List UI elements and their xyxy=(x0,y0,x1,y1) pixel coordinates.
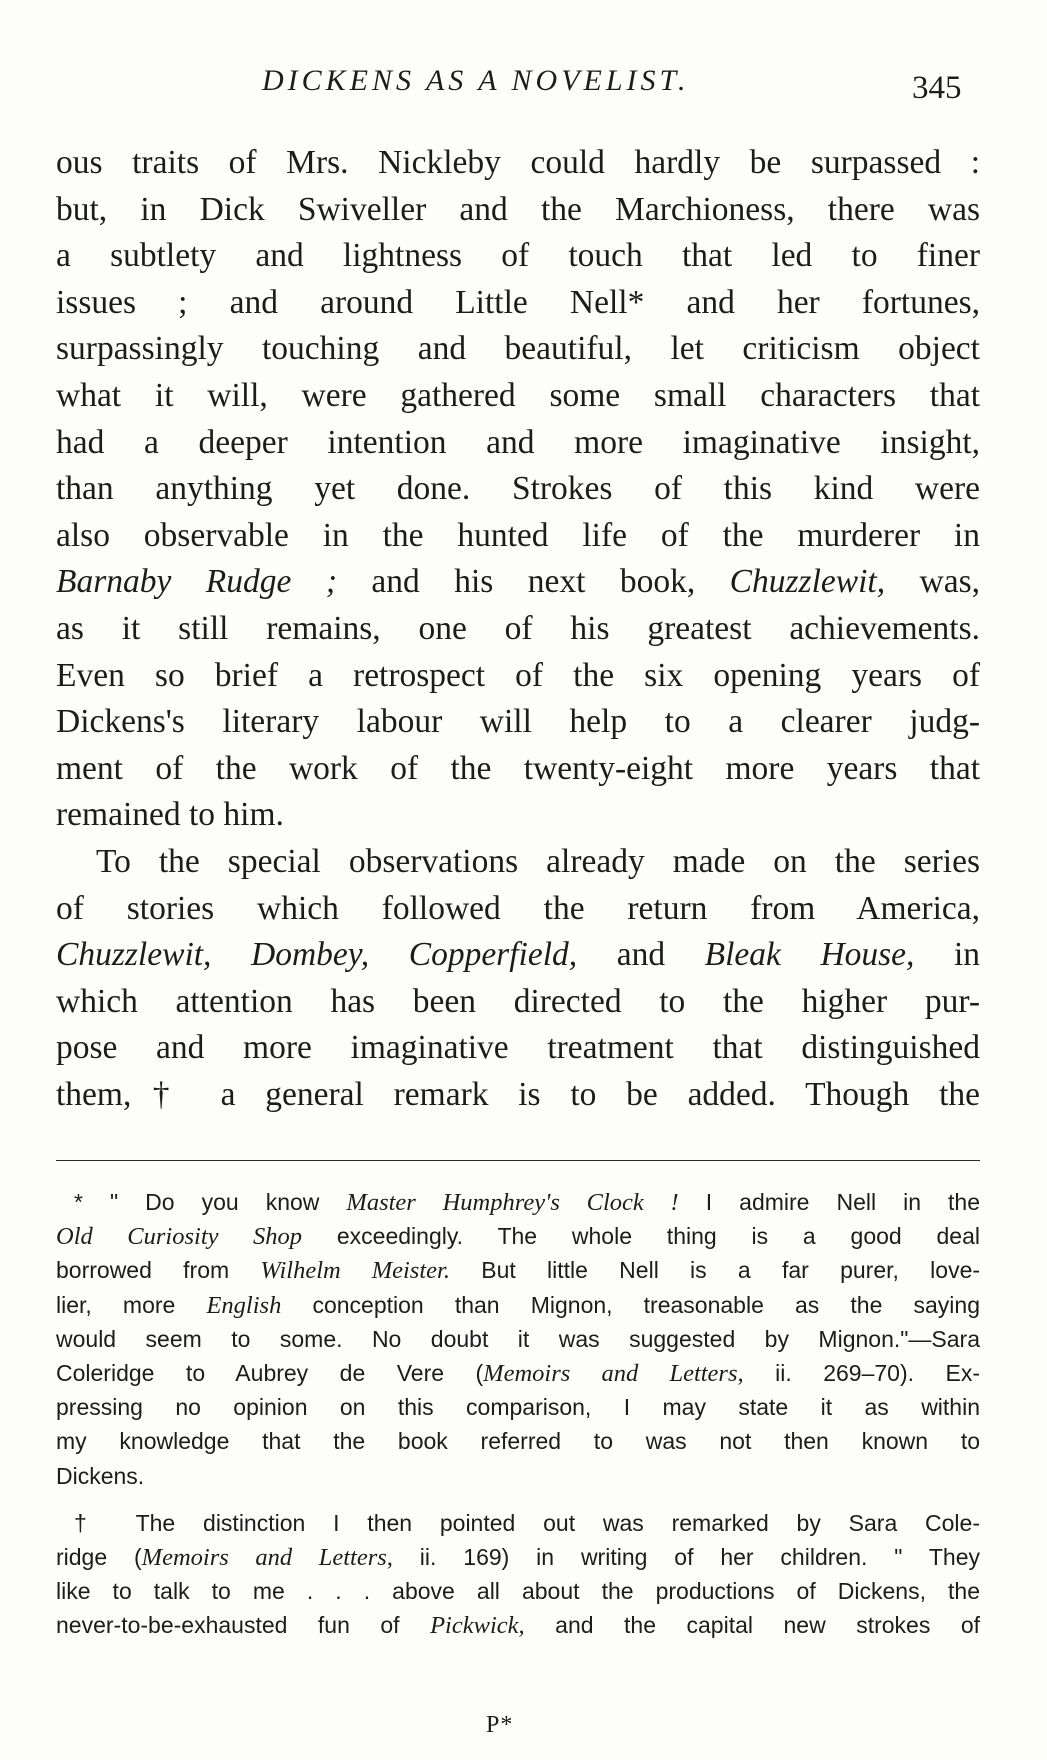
body-line: of stories which followed the return from America, xyxy=(56,889,980,927)
footnote-line: pressing no opinion on this comparison, I may state it as within xyxy=(56,1394,980,1421)
body-line: Dickens's literary labour will help to a clearer judg- xyxy=(56,703,980,741)
signature-mark: P* xyxy=(486,1712,514,1738)
book-title: Copperfield, xyxy=(408,936,578,974)
body-line: issues ; and around Little Nell* and her fortunes, xyxy=(56,283,980,321)
footnote-line: Coleridge to Aubrey de Vere (Memoirs and Letters, ii. 269–70). Ex- xyxy=(56,1359,980,1387)
body-line: pose and more imaginative treatment that distinguished xyxy=(56,1029,980,1067)
body-line: To the special observations already made on the series xyxy=(96,842,980,880)
body-line: as it still remains, one of his greatest achievements. xyxy=(56,609,980,647)
body-line: Chuzzlewit, Dombey, Copperfield, and Bleak House, in xyxy=(56,936,981,974)
body-line: remained to him. xyxy=(56,796,284,834)
body-line: also observable in the hunted life of the murderer in xyxy=(56,516,980,554)
book-title: Bleak House, xyxy=(704,936,915,974)
page-number: 345 xyxy=(912,70,962,106)
footnote-line: like to talk to me . . . above all about the productions of Dickens, the xyxy=(56,1578,980,1605)
body-line: surpassingly touching and beautiful, let criticism object xyxy=(56,330,980,368)
book-title: Barnaby Rudge ; xyxy=(56,563,337,601)
book-title: Chuzzlewit, xyxy=(56,936,212,974)
running-title: DICKENS AS A NOVELIST. xyxy=(262,64,690,97)
book-title: Dombey, xyxy=(251,936,370,974)
footnote-line: Old Curiosity Shop exceedingly. The whole thing is a good deal xyxy=(56,1223,980,1251)
footnote-line: borrowed from Wilhelm Meister. But little Nell is a far purer, love- xyxy=(56,1257,981,1285)
footnotes xyxy=(56,1185,980,1642)
body-line: Even so brief a retrospect of the six opening years of xyxy=(56,656,980,694)
book-title: Chuzzlewit, xyxy=(729,563,886,601)
footnote-divider xyxy=(56,1160,980,1161)
footnote-line: lier, more English conception than Mignon, treasonable as the saying xyxy=(56,1291,980,1319)
body-line: Barnaby Rudge ; and his next book, Chuzzlewit, was, xyxy=(56,563,981,601)
body-line: which attention has been directed to the higher pur- xyxy=(56,982,980,1020)
body-line: a subtlety and lightness of touch that led to finer xyxy=(56,237,980,275)
footnote-line: never-to-be-exhausted fun of Pickwick, and the capital new strokes of xyxy=(56,1612,981,1640)
footnote-line: my knowledge that the book referred to was not then known to xyxy=(56,1428,980,1455)
body-line: than anything yet done. Strokes of this kind were xyxy=(56,470,980,508)
body-line: ment of the work of the twenty-eight more years that xyxy=(56,749,980,787)
body-line: ous traits of Mrs. Nickleby could hardly be surpassed : xyxy=(56,144,980,181)
footnote-line: would seem to some. No doubt it was suggested by Mignon."—Sara xyxy=(56,1325,980,1352)
body-line: had a deeper intention and more imaginative insight, xyxy=(56,423,980,461)
body-line: them,† a general remark is to be added. Though the xyxy=(56,1075,980,1113)
main-text xyxy=(56,140,980,1118)
footnote-line: † The distinction I then pointed out was remarked by Sara Cole- xyxy=(74,1509,980,1536)
footnote-line: Dickens. xyxy=(56,1462,145,1489)
footnote-gap xyxy=(56,1493,980,1506)
running-header xyxy=(0,58,1047,106)
footnote-line: * " Do you know Master Humphrey's Clock ! I admire Nell in the xyxy=(74,1189,981,1216)
body-line: what it will, were gathered some small characters that xyxy=(56,376,980,414)
body-line: but, in Dick Swiveller and the Marchioness, there was xyxy=(56,190,980,228)
footnote-line: ridge (Memoirs and Letters, ii. 169) in writing of her children. " They xyxy=(56,1543,980,1571)
